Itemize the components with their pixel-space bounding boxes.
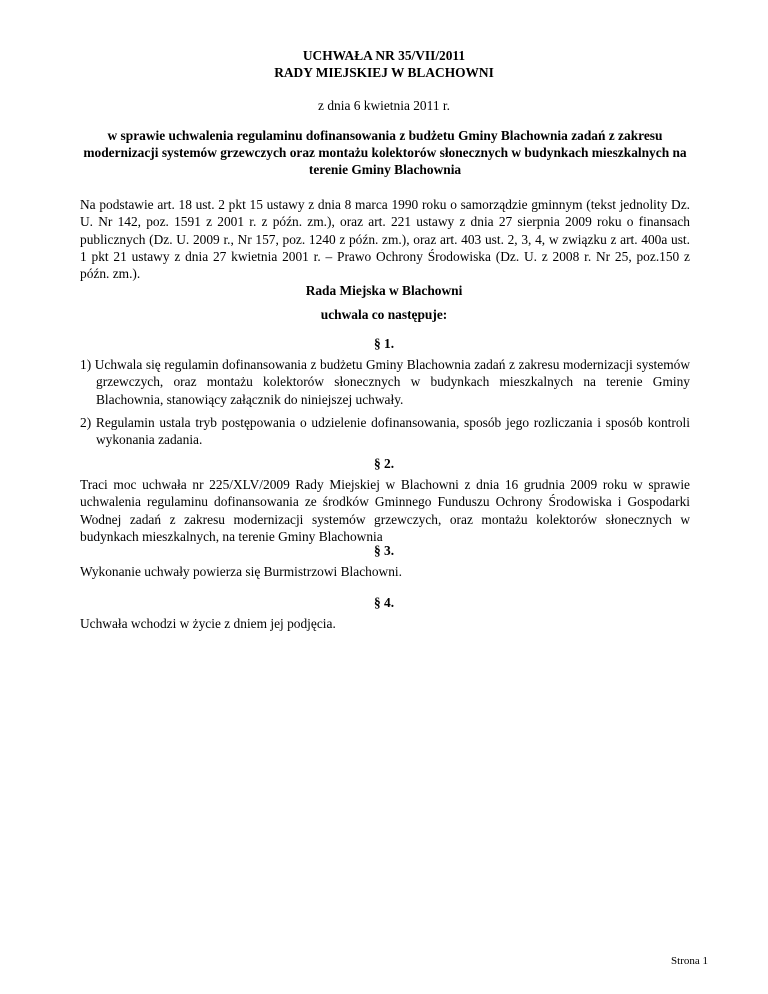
page-number: Strona 1 [671,955,708,967]
section-4-text: Uchwała wchodzi w życie z dniem jej podjęcia. [80,616,336,631]
section-2-text: Traci moc uchwała nr 225/XLV/2009 Rady Miejskiej w Blachowni z dnia 16 grudnia 2009 roku w sprawie uchwalenia regulaminu dofinansowania ze środków Gminnego Funduszu Ochrony Środowiska i Gospodarki Wodnej zadań z zakresu modernizacji systemów grzewczych, oraz montażu kolektorów słonecznych w budynkach mieszkalnych, na terenie Gminy Blachownia [80,477,690,544]
document-date: z dnia 6 kwietnia 2011 r. [318,98,450,113]
section-3-text: Wykonanie uchwały powierza się Burmistrzowi Blachowni. [80,564,402,579]
section-4-heading: § 4. [373,595,395,610]
council-name: Rada Miejska w Blachowni [305,283,463,298]
resolves-phrase: uchwala co następuje: [320,307,448,322]
legal-basis: Na podstawie art. 18 ust. 2 pkt 15 ustawy z dnia 8 marca 1990 roku o samorządzie gminnym (tekst jednolity Dz. U. Nr 142, poz. 1591 z 2001 r. z późn. zm.), oraz art. 221 ustawy z dnia 27 sierpnia 2009 roku o finansach publicznych (Dz. U. 2009 r., Nr 157, poz. 1240 z późn. zm.), oraz art. 403 ust. 2, 3, 4, w związku z art. 400a ust. 1 pkt 21 ustawy z dnia 27 kwietnia 2001 r. – Prawo Ochrony Środowiska (Dz. U. z 2008 r. Nr 25, poz.150 z późn. zm.). [80,197,690,282]
document-title [0,47,768,81]
document-subject: w sprawie uchwalenia regulaminu dofinansowania z budżetu Gminy Blachownia zadań z zakresu modernizacji systemów grzewczych oraz montażu kolektorów słonecznych w budynkach mieszkalnych na terenie Gminy Blachownia [83,128,687,177]
section-2-heading: § 2. [373,456,395,471]
section-1-heading: § 1. [373,336,395,351]
section-1-item-2: 2) Regulamin ustala tryb postępowania o udzielenie dofinansowania, sposób jego rozliczania i sposób kontroli wykonania zadania. [80,415,690,448]
title-line-1: UCHWAŁA NR 35/VII/2011 [302,48,466,63]
section-1-item-1: 1) Uchwala się regulamin dofinansowania z budżetu Gminy Blachownia zadań z zakresu modernizacji systemów grzewczych, oraz montażu kolektorów słonecznych w budynkach mieszkalnych na terenie Gminy Blachownia, stanowiący załącznik do niniejszej uchwały. [80,357,690,407]
title-line-2: RADY MIEJSKIEJ W BLACHOWNI [274,65,494,80]
section-3-heading: § 3. [373,543,395,558]
